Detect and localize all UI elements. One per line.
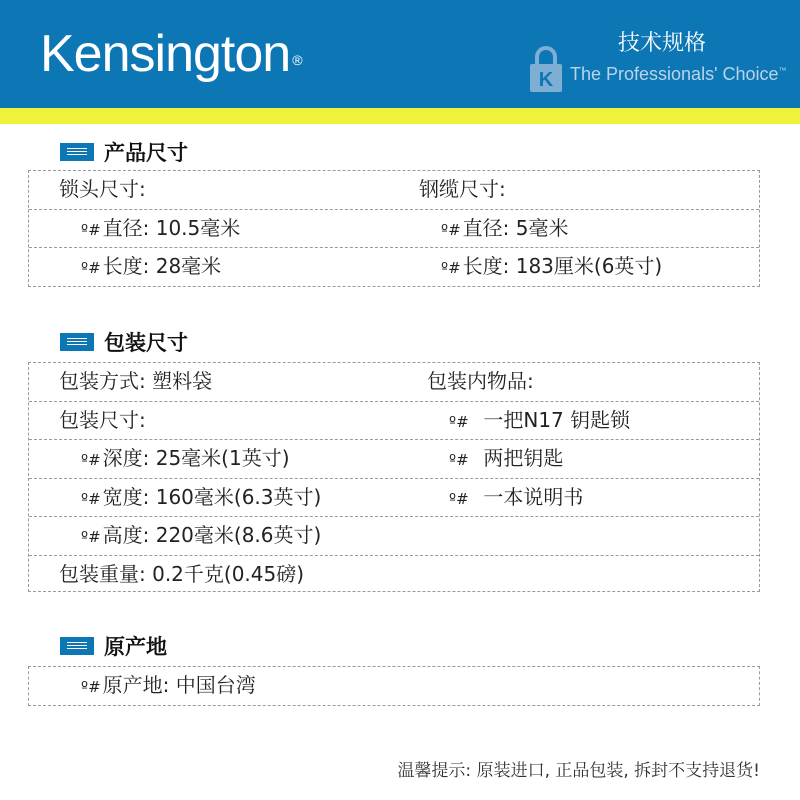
- cable-size-label: 钢缆尺寸:: [419, 177, 506, 201]
- packaging-table: [28, 362, 760, 592]
- section-icon: [60, 637, 94, 655]
- packaging-method: 包装方式: 塑料袋: [59, 369, 213, 393]
- cable-length: º# 长度: 183厘米(6英寸): [441, 254, 663, 278]
- kensington-logo: Kensington ®: [40, 25, 302, 83]
- header-banner: [0, 0, 800, 108]
- section-header-origin: [60, 634, 167, 658]
- table-row: [29, 402, 759, 441]
- content-item-keys: º# 两把钥匙: [449, 446, 564, 470]
- package-depth: º# 深度: 25毫米(1英寸): [81, 446, 290, 470]
- lock-diameter: º# 直径: 10.5毫米: [81, 215, 241, 240]
- content-item-manual: º# 一本说明书: [449, 484, 584, 509]
- section-title: 产品尺寸: [104, 140, 188, 165]
- table-row: [29, 171, 759, 210]
- section-title: 原产地: [104, 634, 167, 659]
- lock-size-label: 锁头尺寸:: [59, 177, 146, 201]
- package-height: º# 高度: 220毫米(8.6英寸): [81, 523, 322, 547]
- section-header-packaging: [60, 330, 188, 354]
- table-row: [29, 248, 759, 287]
- package-width: º# 宽度: 160毫米(6.3英寸): [81, 484, 322, 509]
- origin-value: º# 原产地: 中国台湾: [81, 673, 256, 697]
- section-header-product: [60, 140, 188, 164]
- table-row: [29, 210, 759, 249]
- lock-length: º# 长度: 28毫米: [81, 254, 222, 278]
- package-weight: 包装重量: 0.2千克(0.45磅): [59, 561, 305, 586]
- section-title: 包装尺寸: [104, 330, 188, 355]
- product-size-table: [28, 170, 760, 287]
- table-row: [29, 440, 759, 479]
- cable-diameter: º# 直径: 5毫米: [441, 215, 569, 240]
- footer-notice: 温馨提示: 原装进口, 正品包装, 拆封不支持退货!: [397, 761, 760, 781]
- table-row: [29, 363, 759, 402]
- content-item-lock: º# 一把N17 钥匙锁: [449, 407, 631, 432]
- spec-title: 技术规格: [618, 31, 707, 56]
- package-contents-label: 包装内物品:: [427, 369, 534, 393]
- table-row: [29, 556, 759, 595]
- section-icon: [60, 143, 94, 161]
- package-size-label: 包装尺寸:: [59, 407, 146, 432]
- table-row: [29, 517, 759, 556]
- svg-text:K: K: [538, 69, 554, 91]
- section-icon: [60, 333, 94, 351]
- tagline: The Professionals' Choice™: [570, 64, 787, 84]
- lock-logo-icon: [528, 44, 564, 94]
- table-row: [29, 667, 759, 706]
- accent-band: [0, 108, 800, 124]
- origin-table: [28, 666, 760, 706]
- table-row: [29, 479, 759, 518]
